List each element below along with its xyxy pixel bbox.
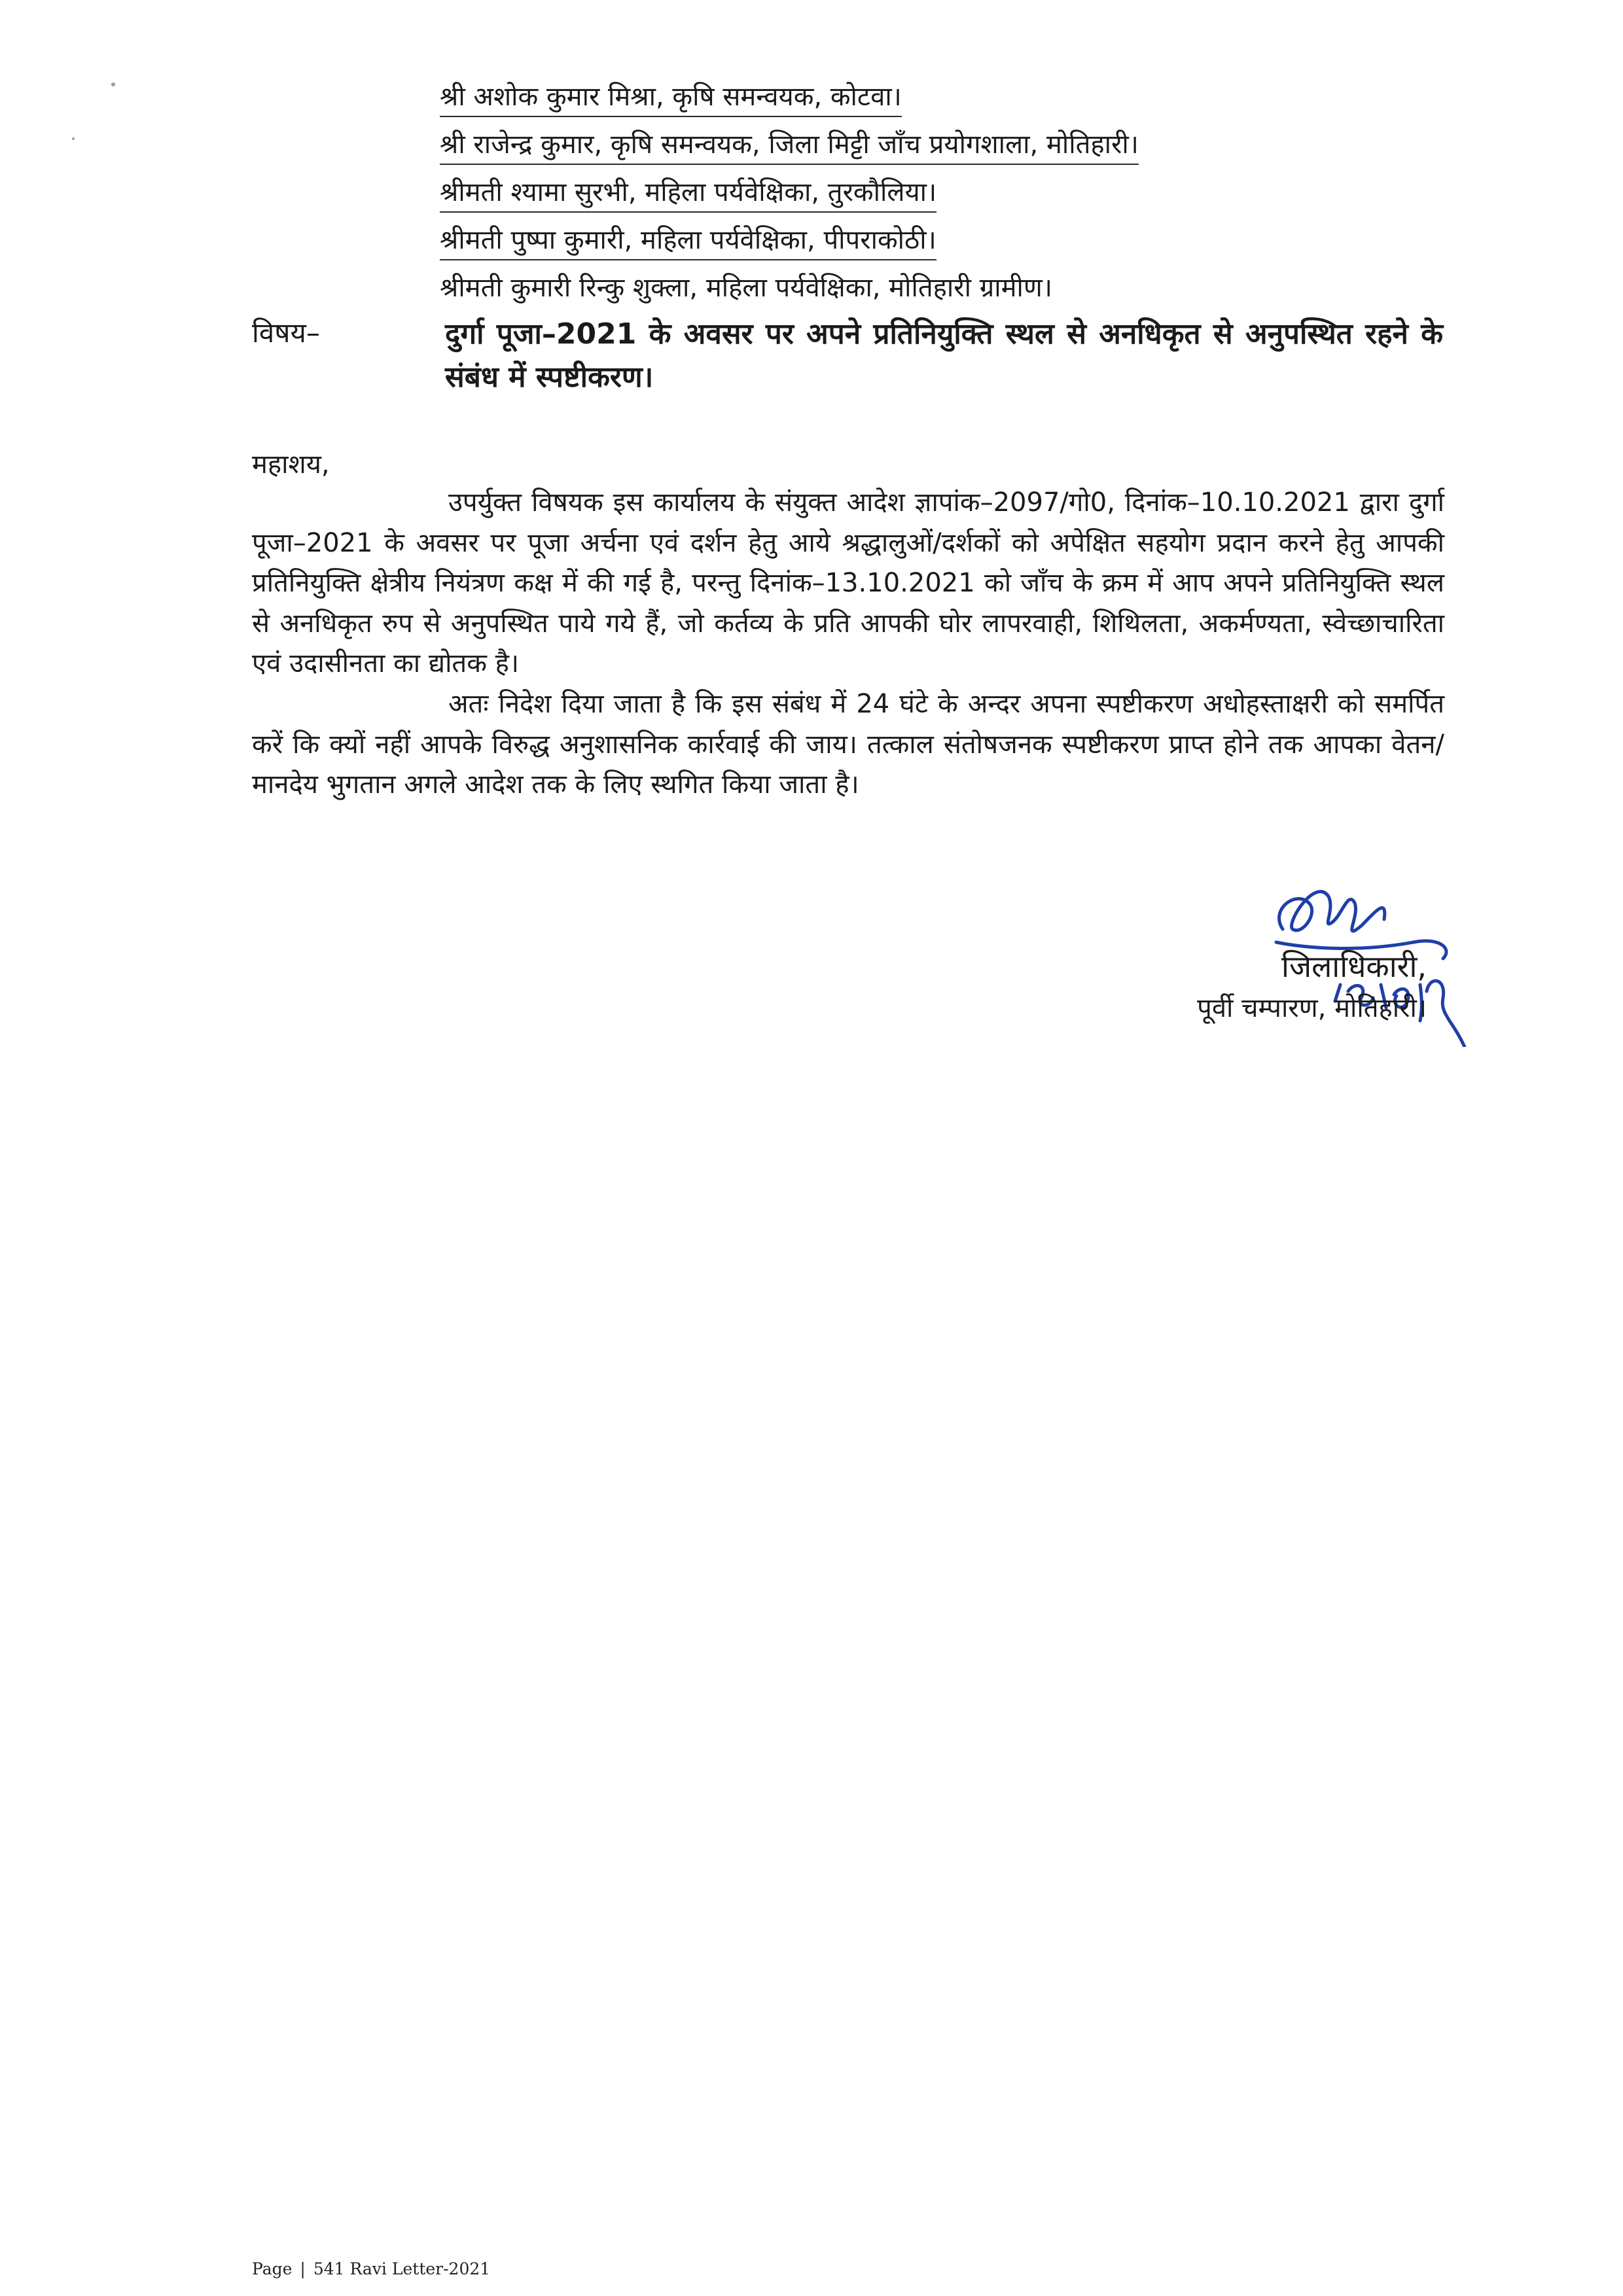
recipient-line	[440, 171, 1421, 219]
signatory-place: पूर्वी चम्पारण, मोतिहारी।	[1197, 993, 1427, 1023]
footer-reference: 541 Ravi Letter-2021	[313, 2259, 491, 2278]
recipient-line	[440, 123, 1421, 171]
recipient-name: श्रीमती पुष्पा कुमारी, महिला पर्यवेक्षिका, पीपराकोठी।	[440, 221, 936, 260]
signatory-title: जिलाधिकारी,	[1281, 949, 1427, 984]
signatory-block	[1113, 945, 1427, 1029]
recipient-line	[440, 219, 1421, 266]
salutation: महाशय,	[252, 450, 330, 480]
page-footer	[252, 2259, 490, 2279]
recipient-name: श्री राजेन्द्र कुमार, कृषि समन्वयक, जिला मिट्टी जाँच प्रयोगशाला, मोतिहारी।	[440, 126, 1139, 165]
recipient-list	[440, 75, 1421, 313]
body-paragraph: अतः निदेश दिया जाता है कि इस संबंध में 24 घंटे के अन्दर अपना स्पष्टीकरण अधोहस्ताक्षरी को समर्पित करें कि क्यों नहीं आपके विरुद्ध अनुशासनिक कार्रवाई की जाय। तत्काल संतोषजनक स्पष्टीकरण प्राप्त होने तक आपका वेतन/मानदेय भुगतान अगले आदेश तक के लिए स्थगित किया जाता है।	[252, 688, 1444, 800]
scan-speck	[111, 82, 115, 86]
subject-text: दुर्गा पूजा–2021 के अवसर पर अपने प्रतिनियुक्ति स्थल से अनधिकृत से अनुपस्थित रहने के संबंध में स्पष्टीकरण।	[445, 317, 1443, 394]
footer-separator: |	[300, 2259, 306, 2278]
recipient-name: श्रीमती कुमारी रिन्कु शुक्ला, महिला पर्यवेक्षिका, मोतिहारी ग्रामीण।	[440, 273, 1052, 303]
scan-speck	[72, 137, 75, 140]
recipient-line	[440, 266, 1421, 313]
subject-label: विषय–	[252, 317, 320, 349]
body-paragraph: उपर्युक्त विषयक इस कार्यालय के संयुक्त आदेश ज्ञापांक–2097/गो0, दिनांक–10.10.2021 द्वारा दुर्गा पूजा–2021 के अवसर पर पूजा अर्चना एवं दर्शन हेतु आये श्रद्धालुओं/दर्शकों को अपेक्षित सहयोग प्रदान करने हेतु आपकी प्रतिनियुक्ति क्षेत्रीय नियंत्रण कक्ष में की गई है, परन्तु दिनांक–13.10.2021 को जाँच के क्रम में आप अपने प्रतिनियुक्ति स्थल से अनधिकृत रुप से अनुपस्थित पाये गये हैं, जो कर्तव्य के प्रति आपकी घोर लापरवाही, शिथिलता, अकर्मण्यता, स्वेच्छाचारिता एवं उदासीनता का द्योतक है।	[252, 487, 1444, 679]
signature-stroke	[1279, 892, 1385, 931]
recipient-name: श्रीमती श्यामा सुरभी, महिला पर्यवेक्षिका, तुरकौलिया।	[440, 173, 936, 213]
footer-page-label: Page	[252, 2259, 293, 2278]
recipient-line	[440, 75, 1421, 123]
letter-body	[252, 483, 1444, 805]
recipient-name: श्री अशोक कुमार मिश्रा, कृषि समन्वयक, कोटवा।	[440, 78, 902, 117]
